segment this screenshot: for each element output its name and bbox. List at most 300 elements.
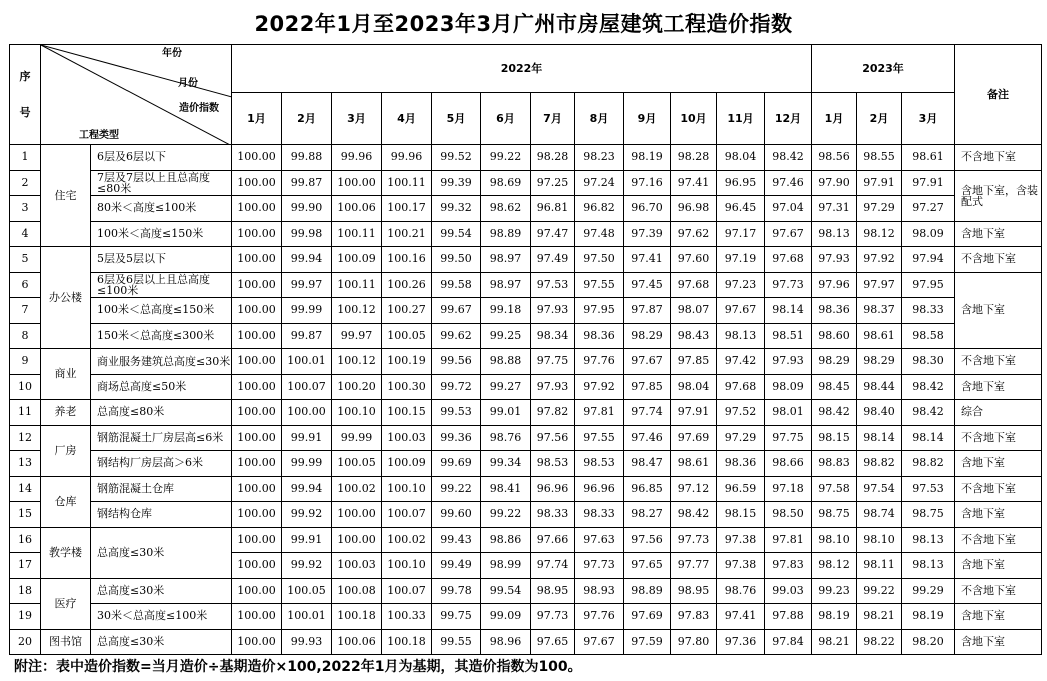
diagonal-header-cell	[41, 45, 232, 145]
index-value: 99.52	[432, 145, 481, 171]
index-value: 100.00	[232, 578, 282, 604]
index-value: 97.24	[575, 170, 624, 196]
index-value: 100.00	[282, 400, 332, 426]
index-value: 98.74	[857, 502, 902, 528]
index-value: 97.81	[575, 400, 624, 426]
index-value: 98.14	[765, 298, 812, 324]
index-value: 97.29	[717, 425, 765, 451]
index-value: 97.56	[531, 425, 575, 451]
index-value: 100.00	[232, 272, 282, 298]
index-value: 97.65	[531, 629, 575, 655]
index-value: 97.93	[765, 349, 812, 375]
index-value: 98.33	[575, 502, 624, 528]
index-value: 100.03	[382, 425, 432, 451]
index-value: 100.00	[232, 221, 282, 247]
index-value: 100.00	[232, 323, 282, 349]
index-value: 97.91	[902, 170, 955, 196]
index-value: 100.03	[332, 553, 382, 579]
index-value: 97.41	[624, 247, 671, 273]
index-value: 97.91	[857, 170, 902, 196]
row-seq: 10	[10, 374, 41, 400]
index-value: 98.29	[624, 323, 671, 349]
building-type-group: 商业	[41, 349, 91, 400]
index-value: 96.82	[575, 196, 624, 222]
row-seq: 6	[10, 272, 41, 298]
index-value: 99.75	[432, 604, 481, 630]
index-value: 97.55	[575, 272, 624, 298]
index-value: 100.33	[382, 604, 432, 630]
index-value: 97.52	[717, 400, 765, 426]
index-value: 100.02	[332, 476, 382, 502]
index-value: 97.68	[671, 272, 717, 298]
row-remark: 含地下室，含装配式	[955, 170, 1042, 221]
index-value: 98.76	[481, 425, 531, 451]
row-description: 6层及6层以下	[91, 145, 232, 171]
row-description: 钢筋混凝土仓库	[91, 476, 232, 502]
index-value: 98.50	[765, 502, 812, 528]
index-value: 98.09	[765, 374, 812, 400]
index-value: 100.07	[282, 374, 332, 400]
index-value: 98.29	[857, 349, 902, 375]
table-row	[10, 425, 1042, 451]
index-value: 99.72	[432, 374, 481, 400]
row-remark: 不含地下室	[955, 476, 1042, 502]
index-value: 98.88	[481, 349, 531, 375]
index-value: 100.02	[382, 527, 432, 553]
row-seq: 5	[10, 247, 41, 273]
table-row	[10, 604, 1042, 630]
row-seq: 8	[10, 323, 41, 349]
cost-index-table	[9, 44, 1042, 655]
index-value: 100.12	[332, 349, 382, 375]
index-value: 97.81	[765, 527, 812, 553]
index-value: 98.41	[481, 476, 531, 502]
index-value: 98.42	[902, 374, 955, 400]
diagonal-lines	[41, 45, 232, 145]
index-value: 100.09	[382, 451, 432, 477]
index-value: 96.95	[717, 170, 765, 196]
table-row	[10, 221, 1042, 247]
month-header-2022: 5月	[432, 93, 481, 145]
table-row	[10, 170, 1042, 196]
index-value: 97.73	[531, 604, 575, 630]
index-value: 99.94	[282, 247, 332, 273]
index-value: 98.61	[671, 451, 717, 477]
row-remark: 综合	[955, 400, 1042, 426]
index-value: 96.85	[624, 476, 671, 502]
row-remark: 含地下室	[955, 502, 1042, 528]
index-value: 97.85	[624, 374, 671, 400]
index-value: 97.96	[812, 272, 857, 298]
index-value: 98.36	[575, 323, 624, 349]
index-value: 97.83	[765, 553, 812, 579]
index-value: 99.88	[282, 145, 332, 171]
index-value: 100.00	[232, 400, 282, 426]
row-remark: 含地下室	[955, 451, 1042, 477]
index-value: 97.95	[575, 298, 624, 324]
index-value: 96.96	[575, 476, 624, 502]
index-value: 99.01	[481, 400, 531, 426]
footnote: 附注：表中造价指数=当月造价÷基期造价×100,2022年1月为基期，其造价指数为100。	[14, 659, 582, 675]
row-description: 30米＜总高度≤100米	[91, 604, 232, 630]
index-value: 98.42	[902, 400, 955, 426]
index-value: 98.99	[481, 553, 531, 579]
row-remark: 不含地下室	[955, 527, 1042, 553]
row-description: 总高度≤30米	[91, 629, 232, 655]
row-description: 6层及6层以上且总高度≤100米	[91, 272, 232, 298]
index-value: 98.36	[717, 451, 765, 477]
row-description: 总高度≤30米	[91, 578, 232, 604]
index-value: 97.41	[671, 170, 717, 196]
index-value: 100.00	[232, 374, 282, 400]
month-header-2022: 10月	[671, 93, 717, 145]
index-value: 97.55	[575, 425, 624, 451]
index-value: 98.11	[857, 553, 902, 579]
row-description: 80米＜高度≤100米	[91, 196, 232, 222]
row-remark: 含地下室	[955, 221, 1042, 247]
index-value: 100.00	[232, 604, 282, 630]
month-header-2022: 7月	[531, 93, 575, 145]
row-seq: 13	[10, 451, 41, 477]
seq-header-bottom: 号	[19, 105, 31, 119]
index-value: 98.61	[857, 323, 902, 349]
index-value: 99.98	[282, 221, 332, 247]
index-value: 99.67	[432, 298, 481, 324]
index-value: 97.75	[531, 349, 575, 375]
index-value: 99.92	[282, 502, 332, 528]
index-value: 100.00	[232, 527, 282, 553]
row-remark: 含地下室	[955, 604, 1042, 630]
index-value: 99.49	[432, 553, 481, 579]
index-value: 97.68	[765, 247, 812, 273]
table-row	[10, 502, 1042, 528]
index-value: 98.42	[671, 502, 717, 528]
row-remark: 含地下室	[955, 629, 1042, 655]
index-value: 99.96	[382, 145, 432, 171]
index-value: 97.19	[717, 247, 765, 273]
index-value: 97.74	[531, 553, 575, 579]
table-row	[10, 298, 1042, 324]
index-value: 98.28	[531, 145, 575, 171]
index-value: 97.67	[765, 221, 812, 247]
index-value: 98.14	[902, 425, 955, 451]
index-value: 100.07	[382, 502, 432, 528]
index-value: 98.12	[812, 553, 857, 579]
index-value: 98.97	[481, 272, 531, 298]
index-value: 97.65	[624, 553, 671, 579]
index-value: 97.83	[671, 604, 717, 630]
index-value: 100.12	[332, 298, 382, 324]
row-remark: 不含地下室	[955, 247, 1042, 273]
index-value: 97.77	[671, 553, 717, 579]
index-value: 98.96	[481, 629, 531, 655]
index-value: 98.44	[857, 374, 902, 400]
index-value: 98.82	[902, 451, 955, 477]
index-value: 97.58	[812, 476, 857, 502]
diag-month-label: 月份	[178, 78, 198, 89]
index-value: 97.47	[531, 221, 575, 247]
index-value: 99.23	[812, 578, 857, 604]
index-value: 100.05	[282, 578, 332, 604]
index-value: 98.97	[481, 247, 531, 273]
index-value: 100.00	[232, 196, 282, 222]
month-header-2022: 11月	[717, 93, 765, 145]
index-value: 99.50	[432, 247, 481, 273]
table-row	[10, 349, 1042, 375]
index-value: 97.31	[812, 196, 857, 222]
index-value: 98.58	[902, 323, 955, 349]
table-row	[10, 476, 1042, 502]
index-value: 99.36	[432, 425, 481, 451]
index-value: 99.58	[432, 272, 481, 298]
index-value: 97.27	[902, 196, 955, 222]
index-value: 98.28	[671, 145, 717, 171]
index-value: 97.49	[531, 247, 575, 273]
index-value: 99.87	[282, 323, 332, 349]
index-value: 97.92	[575, 374, 624, 400]
index-value: 98.19	[902, 604, 955, 630]
index-value: 99.99	[282, 451, 332, 477]
row-description: 钢筋混凝土厂房层高≤6米	[91, 425, 232, 451]
index-value: 99.62	[432, 323, 481, 349]
index-value: 97.73	[575, 553, 624, 579]
month-header-2022: 2月	[282, 93, 332, 145]
index-value: 99.22	[481, 145, 531, 171]
index-value: 97.67	[717, 298, 765, 324]
index-value: 99.18	[481, 298, 531, 324]
index-value: 98.89	[624, 578, 671, 604]
index-value: 98.36	[812, 298, 857, 324]
index-value: 97.88	[765, 604, 812, 630]
index-value: 98.62	[481, 196, 531, 222]
table-row	[10, 451, 1042, 477]
index-value: 97.93	[531, 374, 575, 400]
index-value: 100.15	[382, 400, 432, 426]
index-value: 97.80	[671, 629, 717, 655]
index-value: 98.69	[481, 170, 531, 196]
index-value: 98.86	[481, 527, 531, 553]
index-value: 100.07	[382, 578, 432, 604]
index-value: 98.14	[857, 425, 902, 451]
row-seq: 9	[10, 349, 41, 375]
index-value: 97.17	[717, 221, 765, 247]
index-value: 98.20	[902, 629, 955, 655]
row-description: 总高度≤30米	[91, 527, 232, 578]
table-row	[10, 272, 1042, 298]
index-value: 97.93	[531, 298, 575, 324]
index-value: 98.53	[575, 451, 624, 477]
index-value: 98.21	[857, 604, 902, 630]
index-value: 100.18	[332, 604, 382, 630]
index-value: 100.00	[232, 451, 282, 477]
index-value: 99.09	[481, 604, 531, 630]
index-value: 97.84	[765, 629, 812, 655]
index-value: 99.69	[432, 451, 481, 477]
row-seq: 7	[10, 298, 41, 324]
index-value: 96.59	[717, 476, 765, 502]
index-value: 99.87	[282, 170, 332, 196]
index-value: 97.85	[671, 349, 717, 375]
row-seq: 18	[10, 578, 41, 604]
index-value: 97.38	[717, 553, 765, 579]
index-value: 97.04	[765, 196, 812, 222]
index-value: 97.12	[671, 476, 717, 502]
row-seq: 15	[10, 502, 41, 528]
index-value: 97.42	[717, 349, 765, 375]
index-value: 97.29	[857, 196, 902, 222]
index-value: 100.00	[332, 527, 382, 553]
index-value: 97.76	[575, 349, 624, 375]
index-value: 98.34	[531, 323, 575, 349]
row-remark: 含地下室	[955, 374, 1042, 400]
index-value: 100.10	[382, 476, 432, 502]
row-description: 总高度≤80米	[91, 400, 232, 426]
row-remark: 不含地下室	[955, 145, 1042, 171]
building-type-group: 教学楼	[41, 527, 91, 578]
index-value: 97.59	[624, 629, 671, 655]
month-header-2023: 3月	[902, 93, 955, 145]
row-seq: 2	[10, 170, 41, 196]
index-value: 97.50	[575, 247, 624, 273]
index-value: 96.98	[671, 196, 717, 222]
index-value: 99.34	[481, 451, 531, 477]
index-value: 97.46	[765, 170, 812, 196]
index-value: 100.21	[382, 221, 432, 247]
building-type-group: 图书馆	[41, 629, 91, 655]
index-value: 98.42	[812, 400, 857, 426]
building-type-group: 办公楼	[41, 247, 91, 349]
row-seq: 12	[10, 425, 41, 451]
index-value: 97.68	[717, 374, 765, 400]
index-value: 100.01	[282, 604, 332, 630]
index-value: 100.27	[382, 298, 432, 324]
index-value: 100.10	[382, 553, 432, 579]
index-value: 97.56	[624, 527, 671, 553]
index-value: 98.15	[812, 425, 857, 451]
remark-header: 备注	[955, 45, 1042, 145]
index-value: 98.60	[812, 323, 857, 349]
index-value: 98.66	[765, 451, 812, 477]
row-description: 100米＜总高度≤150米	[91, 298, 232, 324]
index-value: 100.00	[232, 349, 282, 375]
index-value: 99.78	[432, 578, 481, 604]
index-value: 96.70	[624, 196, 671, 222]
index-value: 98.43	[671, 323, 717, 349]
index-value: 99.55	[432, 629, 481, 655]
index-value: 100.00	[232, 553, 282, 579]
index-value: 97.92	[857, 247, 902, 273]
index-value: 99.29	[902, 578, 955, 604]
row-description: 商业服务建筑总高度≤30米	[91, 349, 232, 375]
index-value: 97.87	[624, 298, 671, 324]
index-value: 97.94	[902, 247, 955, 273]
index-value: 97.74	[624, 400, 671, 426]
index-value: 100.00	[332, 170, 382, 196]
index-value: 96.81	[531, 196, 575, 222]
index-value: 97.36	[717, 629, 765, 655]
table-row	[10, 578, 1042, 604]
month-header-2022: 3月	[332, 93, 382, 145]
month-header-2022: 4月	[382, 93, 432, 145]
index-value: 98.30	[902, 349, 955, 375]
index-value: 100.01	[282, 349, 332, 375]
index-value: 98.19	[624, 145, 671, 171]
index-value: 100.00	[232, 629, 282, 655]
table-row	[10, 247, 1042, 273]
table-row	[10, 527, 1042, 553]
index-value: 98.83	[812, 451, 857, 477]
index-value: 98.89	[481, 221, 531, 247]
building-type-group: 厂房	[41, 425, 91, 476]
index-value: 97.62	[671, 221, 717, 247]
row-seq: 16	[10, 527, 41, 553]
building-type-group: 养老	[41, 400, 91, 426]
index-value: 100.17	[382, 196, 432, 222]
index-value: 100.06	[332, 196, 382, 222]
table-row	[10, 323, 1042, 349]
diag-type-label: 工程类型	[79, 130, 119, 141]
row-description: 150米＜总高度≤300米	[91, 323, 232, 349]
month-header-2022: 8月	[575, 93, 624, 145]
row-description: 7层及7层以上且总高度≤80米	[91, 170, 232, 196]
index-value: 97.75	[765, 425, 812, 451]
index-value: 100.00	[232, 170, 282, 196]
year-2022-header: 2022年	[232, 45, 812, 93]
month-header-2022: 6月	[481, 93, 531, 145]
row-description: 商场总高度≤50米	[91, 374, 232, 400]
index-value: 98.33	[531, 502, 575, 528]
index-value: 98.12	[857, 221, 902, 247]
index-value: 97.73	[671, 527, 717, 553]
index-value: 99.60	[432, 502, 481, 528]
row-remark: 不含地下室	[955, 349, 1042, 375]
index-value: 98.33	[902, 298, 955, 324]
index-value: 100.10	[332, 400, 382, 426]
index-value: 99.91	[282, 425, 332, 451]
row-seq: 19	[10, 604, 41, 630]
index-value: 98.13	[902, 553, 955, 579]
index-value: 97.46	[624, 425, 671, 451]
month-header-2022: 9月	[624, 93, 671, 145]
index-value: 97.41	[717, 604, 765, 630]
index-value: 97.53	[902, 476, 955, 502]
index-value: 97.82	[531, 400, 575, 426]
building-type-group: 仓库	[41, 476, 91, 527]
index-value: 98.13	[812, 221, 857, 247]
row-seq: 17	[10, 553, 41, 579]
index-value: 98.95	[671, 578, 717, 604]
index-value: 98.15	[717, 502, 765, 528]
index-value: 99.25	[481, 323, 531, 349]
month-header-2023: 1月	[812, 93, 857, 145]
index-value: 99.94	[282, 476, 332, 502]
index-value: 99.27	[481, 374, 531, 400]
month-header-2022: 1月	[232, 93, 282, 145]
index-value: 100.11	[332, 221, 382, 247]
building-type-group: 住宅	[41, 145, 91, 247]
index-value: 98.47	[624, 451, 671, 477]
index-value: 99.96	[332, 145, 382, 171]
index-value: 97.53	[531, 272, 575, 298]
index-value: 100.00	[232, 145, 282, 171]
index-value: 97.38	[717, 527, 765, 553]
index-value: 98.82	[857, 451, 902, 477]
index-value: 100.00	[232, 425, 282, 451]
index-value: 98.19	[812, 604, 857, 630]
index-value: 98.10	[857, 527, 902, 553]
index-value: 100.00	[232, 502, 282, 528]
row-remark: 含地下室	[955, 553, 1042, 579]
